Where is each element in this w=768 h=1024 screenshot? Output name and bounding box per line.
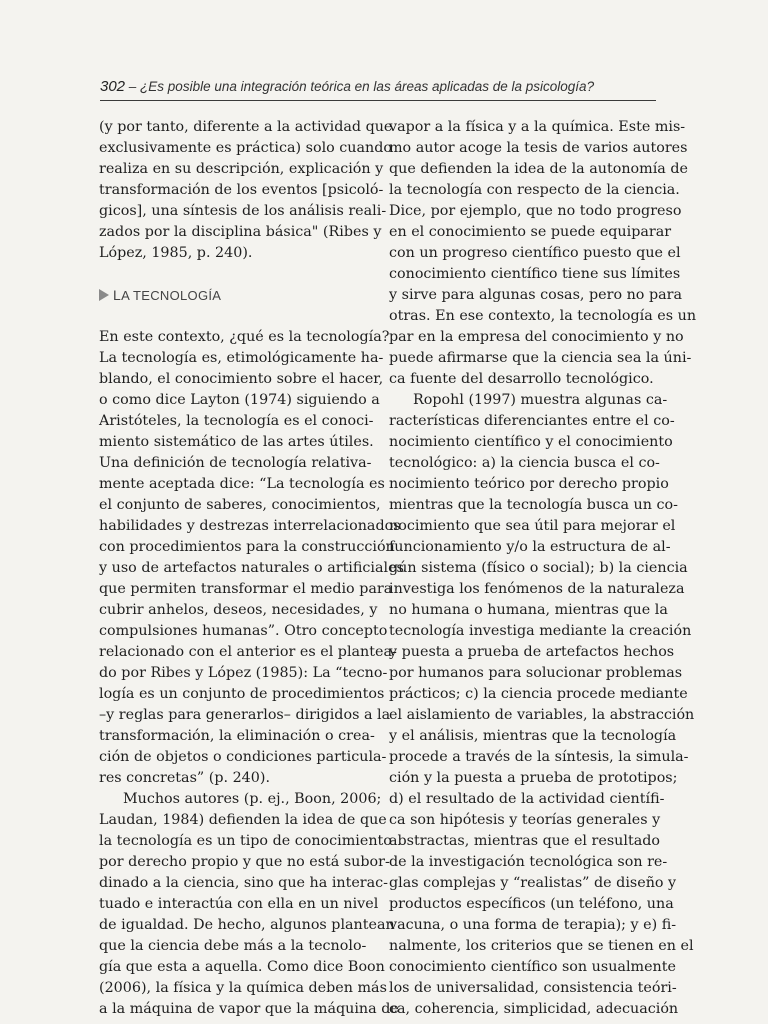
text-line: y puesta a prueba de artefactos hechos [389,644,675,660]
text-line: transformación, la eliminación o crea- [99,728,375,744]
text-line: López, 1985, p. 240). [99,245,253,261]
text-line: procede a través de la síntesis, la simula- [389,749,689,765]
text-line: compulsiones humanas”. Otro concepto [99,623,388,639]
text-line: Una definición de tecnología relativa- [99,455,372,471]
text-line: que permiten transformar el medio para [99,581,393,597]
text-line: funcionamiento y/o la estructura de al- [389,539,671,555]
paragraph [99,117,393,264]
text-line: tuado e interactúa con ella en un nivel [99,896,379,912]
text-line: vacuna, o una forma de terapia); y e) fi- [389,917,677,933]
text-line: mente aceptada dice: “La tecnología es [99,476,385,492]
text-line: tecnológico: a) la ciencia busca el co- [389,455,660,471]
text-line: miento sistemático de las artes útiles. [99,434,374,450]
text-line: En este contexto, ¿qué es la tecnología? [99,329,390,345]
text-line: por derecho propio y que no está subor- [99,854,390,870]
text-line: que la ciencia debe más a la tecnolo- [99,938,367,954]
text-line: gicos], una síntesis de los análisis reali- [99,203,387,219]
section-heading [99,285,366,306]
text-line: blando, el conocimiento sobre el hacer, [99,371,384,387]
text-line: relacionado con el anterior es el plantea- [99,644,397,660]
text-line: no humana o humana, mientras que la [389,602,668,618]
text-line: vapor a la física y a la química. Este mis- [389,119,686,135]
text-line: ca son hipótesis y teorías generales y [389,812,661,828]
text-line: nalmente, los criterios que se tienen en el [389,938,694,954]
text-line: productos específicos (un teléfono, una [389,896,674,912]
triangle-bullet-icon [99,289,109,301]
text-line: y el análisis, mientras que la tecnología [389,728,677,744]
right-column [389,117,697,1020]
text-line: Dice, por ejemplo, que no todo progreso [389,203,682,219]
text-line: la tecnología es un tipo de conocimiento [99,833,392,849]
text-line: ción y la puesta a prueba de prototipos; [389,770,678,786]
text-line: el aislamiento de variables, la abstracción [389,707,695,723]
section-heading-text: A TECNOLOGÍA [121,288,222,303]
text-line: conocimiento científico tiene sus límites [389,266,681,282]
text-line: gía que esta a aquella. Como dice Boon [99,959,385,975]
text-line: con procedimientos para la construcción [99,539,395,555]
text-line: o como dice Layton (1974) siguiendo a [99,392,380,408]
text-line: Laudan, 1984) defienden la idea de que [99,812,387,828]
text-line: La tecnología es, etimológicamente ha- [99,350,384,366]
section-heading-initial: L [113,287,122,303]
text-line: que defienden la idea de la autonomía de [389,161,688,177]
header-rule [100,100,656,101]
text-line: –y reglas para generarlos– dirigidos a la [99,707,391,723]
paragraph [99,327,404,789]
text-line: conocimiento científico son usualmente [389,959,676,975]
text-line: ca, coherencia, simplicidad, adecuación [389,1001,679,1017]
text-line: y sirve para algunas cosas, pero no para [389,287,682,303]
text-line: d) el resultado de la actividad científi- [389,791,665,807]
paragraph [389,390,695,1020]
text-line: dinado a la ciencia, sino que ha interac- [99,875,389,891]
text-line: puede afirmarse que la ciencia sea la úni- [389,350,692,366]
text-line: mo autor acoge la tesis de varios autores [389,140,688,156]
text-line: y uso de artefactos naturales o artificiales [99,560,404,576]
text-line: nocimiento científico y el conocimiento [389,434,673,450]
text-line: abstractas, mientras que el resultado [389,833,660,849]
text-line: nocimiento que sea útil para mejorar el [389,518,676,534]
text-line: transformación de los eventos [psicoló- [99,182,384,198]
text-line: de igualdad. De hecho, algunos plantean [99,917,395,933]
text-line: Ropohl (1997) muestra algunas ca- [413,392,668,408]
text-line: de la investigación tecnológica son re- [389,854,668,870]
text-line: logía es un conjunto de procedimientos [99,686,385,702]
text-line: otras. En ese contexto, la tecnología es un [389,308,697,324]
text-line: prácticos; c) la ciencia procede mediante [389,686,688,702]
text-line: glas complejas y “realistas” de diseño y [389,875,677,891]
text-line: realiza en su descripción, explicación y [99,161,384,177]
text-line: zados por la disciplina básica" (Ribes y [99,224,382,240]
text-line: en el conocimiento se puede equiparar [389,224,672,240]
text-line: tecnología investiga mediante la creación [389,623,692,639]
text-line: investiga los fenómenos de la naturaleza [389,581,685,597]
text-line: nocimiento teórico por derecho propio [389,476,669,492]
text-line: Muchos autores (p. ej., Boon, 2006; [123,791,382,807]
text-line: la tecnología con respecto de la ciencia. [389,182,680,198]
text-line: do por Ribes y López (1985): La “tecno- [99,665,388,681]
text-line: habilidades y destrezas interrelacionados [99,518,401,534]
text-line: (y por tanto, diferente a la actividad que [99,119,393,135]
page-number: 302 [100,78,126,95]
running-title: ¿Es posible una integración teórica en las áreas aplicadas de la psicología? [140,79,595,94]
paragraph [389,117,697,390]
text-line: con un progreso científico puesto que el [389,245,681,261]
text-line: gún sistema (físico o social); b) la ciencia [389,560,688,576]
text-line: res concretas” (p. 240). [99,770,270,786]
running-header [100,78,656,95]
text-line: ca fuente del desarrollo tecnológico. [389,371,654,387]
text-line: racterísticas diferenciantes entre el co- [389,413,675,429]
text-line: ción de objetos o condiciones particula- [99,749,387,765]
text-line: exclusivamente es práctica) solo cuando [99,140,393,156]
text-line: el conjunto de saberes, conocimientos, [99,497,381,513]
paragraph [99,789,399,1020]
text-line: Aristóteles, la tecnología es el conoci- [99,413,374,429]
text-line: por humanos para solucionar problemas [389,665,683,681]
text-line: par en la empresa del conocimiento y no [389,329,684,345]
text-line: los de universalidad, consistencia teóri- [389,980,677,996]
text-line: (2006), la física y la química deben más [99,980,387,996]
text-line: a la máquina de vapor que la máquina de [99,1001,399,1017]
left-column [99,117,404,1020]
header-separator: – [125,79,141,94]
text-line: cubrir anhelos, deseos, necesidades, y [99,602,378,618]
text-line: mientras que la tecnología busca un co- [389,497,678,513]
